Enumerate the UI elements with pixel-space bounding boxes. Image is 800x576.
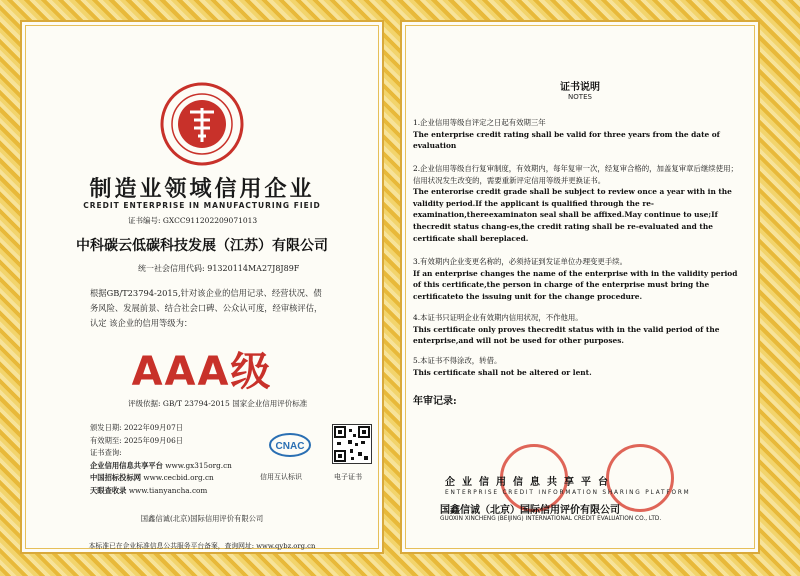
credit-code-row bbox=[138, 263, 299, 274]
note-cn: 3.有效期内企业变更名称的，必须持证到发证单位办理变更手续。 bbox=[413, 257, 627, 266]
notes-title-english: NOTES bbox=[568, 93, 592, 101]
issue-date-label: 颁发日期: bbox=[90, 423, 122, 432]
certificate-title: 制造业领域信用企业 bbox=[89, 177, 315, 202]
certificate-notes-page bbox=[400, 20, 760, 554]
note-item bbox=[413, 355, 743, 378]
valid-date-label: 有效期至: bbox=[90, 435, 122, 445]
rating-basis-label: 评级依据: bbox=[128, 399, 161, 408]
note-cn: 5.本证书不得涂改，转借。 bbox=[413, 356, 502, 365]
cnac-mark-icon bbox=[268, 430, 312, 460]
query-line bbox=[90, 485, 232, 498]
registration-note: 本标准已在企业标准信息公共服务平台备案，查询网址: www.qybz.org.cn bbox=[88, 542, 316, 550]
note-en: The enterorise credit grade shall be subject to review once a year with in the validity period.If the applicant is qualified through the re-examination,thereexaminaton seal shall be affixed.May continue to use;If thecredit status chang-es,the credit rating shall be re-evaluated and the certificate shall bereplaced. bbox=[413, 187, 732, 243]
certificate-number-label: 证书编号: bbox=[128, 216, 161, 225]
cnac-label: 信用互认标识 bbox=[260, 473, 302, 481]
platform-name: 企业信用信息共享平台 bbox=[445, 477, 615, 488]
credit-code-value: 91320114MA27J8J89F bbox=[207, 264, 300, 273]
note-cn: 1.企业信用等级自评定之日起有效期三年 bbox=[413, 118, 546, 127]
query-name: 天眼查收录 bbox=[90, 485, 127, 495]
issue-date: 2022年09月07日 bbox=[123, 423, 184, 432]
credit-enterprise-logo-icon bbox=[160, 82, 244, 166]
note-item bbox=[413, 312, 743, 347]
certificate-number: GXCC911202209071013 bbox=[162, 216, 258, 225]
note-en: This certificate only proves thecredit status with in the valid period of the enterprise,and will not be used for other purposes. bbox=[413, 324, 720, 346]
query-name: 企业信用信息共享平台 bbox=[90, 460, 163, 470]
certificate-front-page bbox=[20, 20, 384, 554]
certificate-number-row bbox=[128, 215, 257, 226]
note-item bbox=[413, 256, 743, 302]
query-url: www.cecbid.org.cn bbox=[143, 473, 214, 482]
credit-grade: AAA级 bbox=[131, 349, 273, 395]
rating-basis-value: GB/T 23794-2015 国家企业信用评价标准 bbox=[162, 399, 308, 408]
credit-code-label: 统一社会信用代码: bbox=[138, 264, 205, 273]
note-cn: 2.企业信用等级自行复审制度，有效期内，每年复审一次，经复审合格的，加盖复审章后继续使用；信用状况发生改变的，需要重新评定信用等级并更换证书。 bbox=[413, 164, 738, 185]
valid-date-row bbox=[90, 435, 232, 448]
query-label: 证书查询: bbox=[90, 448, 122, 457]
assessment-paragraph: 根据GB/T23794-2015,针对该企业的信用记录、经营状况、债务风险、发展前景、结合社会口碑、公众认可度，经审核评估，认定 该企业的信用等级为： bbox=[90, 288, 323, 328]
annual-review-label: 年审记录: bbox=[413, 396, 457, 407]
company-name: 中科碳云低碳科技发展（江苏）有限公司 bbox=[76, 238, 328, 254]
cnac-text: CNAC bbox=[275, 441, 305, 452]
valid-date: 2025年09月06日 bbox=[123, 435, 184, 445]
organization-name: 国鑫信诚（北京）国际信用评价有限公司 bbox=[440, 505, 620, 516]
notes-title: 证书说明 bbox=[560, 82, 600, 93]
certificate-info-block bbox=[90, 422, 232, 497]
note-cn: 4.本证书只证明企业有效期内信用状况，不作他用。 bbox=[413, 313, 583, 322]
issue-date-row bbox=[90, 422, 232, 435]
note-item bbox=[413, 117, 743, 152]
platform-name-english: ENTERPRISE CREDIT INFORMATION SHARING PLATFORM bbox=[445, 490, 691, 496]
certificate-title-english: CREDIT ENTERPRISE IN MANUFACTURING FIEID bbox=[83, 201, 321, 210]
query-line bbox=[90, 460, 232, 473]
e-certificate-label: 电子证书 bbox=[334, 473, 362, 481]
query-line bbox=[90, 472, 232, 485]
note-en: If an enterprise changes the name of the enterprise with in the validity period of this certificate,the person in charge of the enterprise must bring the certificateto the issuing unit for the change procedure. bbox=[413, 268, 738, 301]
query-url: www.tianyancha.com bbox=[128, 485, 208, 495]
note-en: This certificate shall not be altered or lent. bbox=[413, 367, 592, 377]
rating-basis-row bbox=[128, 398, 307, 409]
issuer-name: 国鑫信诚(北京)国际信用评价有限公司 bbox=[140, 514, 264, 523]
note-en: The enterprise credit rating shall be valid for three years from the date of evaluation bbox=[413, 129, 720, 151]
organization-name-english: GUOXIN XINCHENG (BEIJING) INTERNATIONAL CREDIT EVALUATION CO., LTD. bbox=[440, 516, 662, 522]
qr-code-icon[interactable] bbox=[332, 424, 372, 464]
query-url: www.gx315org.cn bbox=[165, 460, 232, 470]
query-name: 中国招标投标网 bbox=[90, 473, 142, 482]
note-item bbox=[413, 163, 743, 244]
